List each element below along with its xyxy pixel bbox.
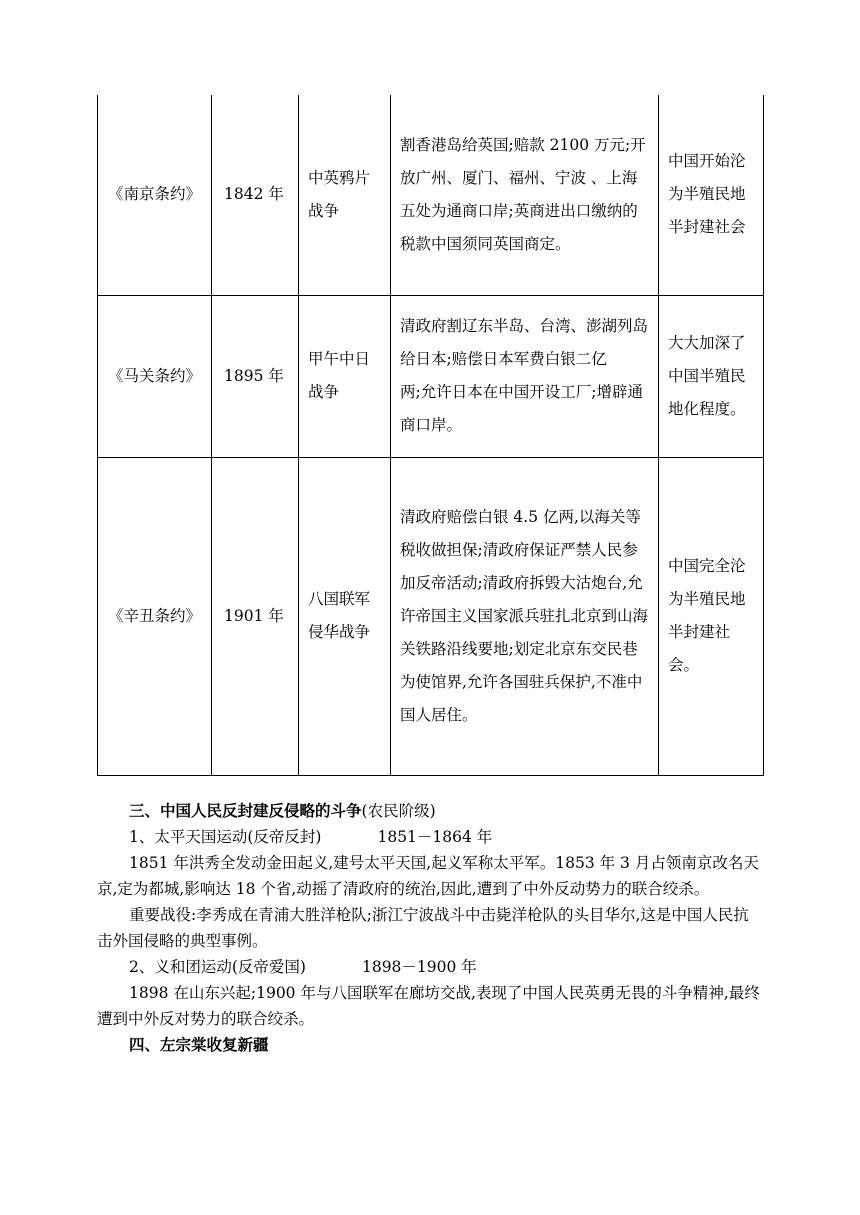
treaty-terms-cell: 清政府赔偿白银 4.5 亿两,以海关等税收做担保;清政府保证严禁人民参加反帝活动;清政府拆毁大沽炮台,允许帝国主义国家派兵驻扎北京到山海关铁路沿线要地;划定北京东交民巷为使馆界,允许各国驻兵保护,不准中国人居住。 <box>391 457 659 775</box>
subsection-heading <box>97 824 763 850</box>
subsection-title: 2、义和团运动(反帝爱国) <box>129 958 306 976</box>
treaty-terms-cell: 清政府割辽东半岛、台湾、澎湖列岛给日本;赔偿日本军费白银二亿 两;允许日本在中国开设工厂;增辟通商口岸。 <box>391 295 659 457</box>
section-title: 四、左宗棠收复新疆 <box>129 1036 269 1054</box>
treaty-impact-cell: 中国开始沦为半殖民地半封建社会 <box>659 95 764 295</box>
section-heading <box>97 1032 763 1058</box>
treaty-name-cell: 《辛丑条约》 <box>98 457 212 775</box>
treaty-name-cell: 《南京条约》 <box>98 95 212 295</box>
treaty-impact-cell: 大大加深了中国半殖民地化程度。 <box>659 295 764 457</box>
subsection-dates: 1851－1864 年 <box>377 828 493 846</box>
table-row <box>98 95 764 295</box>
section-title-note: (农民阶级) <box>361 802 436 820</box>
paragraph: 1851 年洪秀全发动金田起义,建号太平天国,起义军称太平军。1853 年 3 月占领南京改名天京,定为都城,影响达 18 个省,动摇了清政府的统治,因此,遭到了中外反动势力的联合绞杀。 <box>97 854 759 898</box>
treaty-war-cell: 甲午中日战争 <box>299 295 391 457</box>
section-heading <box>97 798 763 824</box>
paragraph: 1898 在山东兴起;1900 年与八国联军在廊坊交战,表现了中国人民英勇无畏的斗争精神,最终遭到中外反对势力的联合绞杀。 <box>97 984 760 1028</box>
treaty-terms-cell: 割香港岛给英国;赔款 2100 万元;开放广州、厦门、福州、宁波 、上海五处为通商口岸;英商进出口缴纳的税款中国须同英国商定。 <box>391 95 659 295</box>
table-row <box>98 295 764 457</box>
subsection-dates: 1898－1900 年 <box>361 958 477 976</box>
section-three <box>97 798 763 1058</box>
treaty-war-cell: 中英鸦片战争 <box>299 95 391 295</box>
treaty-war-cell: 八国联军侵华战争 <box>299 457 391 775</box>
section-title: 三、中国人民反封建反侵略的斗争 <box>129 802 362 820</box>
subsection-heading <box>97 954 763 980</box>
treaty-impact-cell: 中国完全沦为半殖民地半封建社会。 <box>659 457 764 775</box>
table-row <box>98 457 764 775</box>
paragraph: 重要战役:李秀成在青浦大胜洋枪队;浙江宁波战斗中击毙洋枪队的头目华尔,这是中国人民抗击外国侵略的典型事例。 <box>97 906 749 950</box>
treaties-table <box>97 95 764 776</box>
subsection-title: 1、太平天国运动(反帝反封) <box>129 828 322 846</box>
treaty-year-cell: 1842 年 <box>212 95 299 295</box>
treaty-name-cell: 《马关条约》 <box>98 295 212 457</box>
treaty-year-cell: 1895 年 <box>212 295 299 457</box>
treaty-year-cell: 1901 年 <box>212 457 299 775</box>
